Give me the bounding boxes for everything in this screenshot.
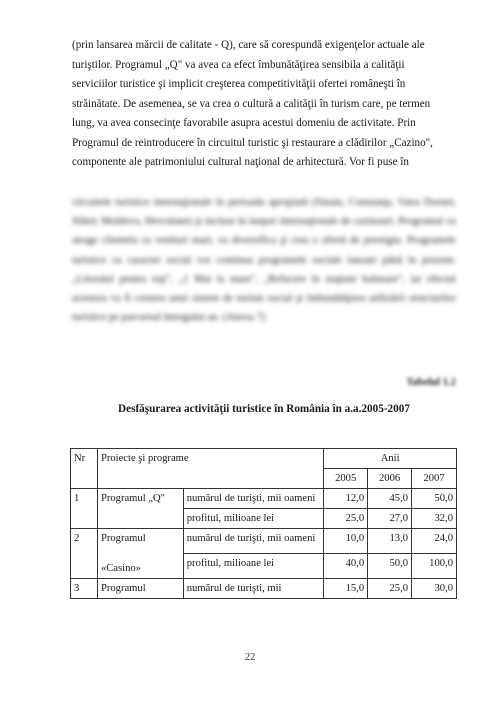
body-line: Programul de reintroducere în circuitul turistic şi restaurare a clădirilor „Cazino", [72, 136, 433, 149]
metric-value: 30,0 [412, 579, 457, 599]
header-year: 2005 [324, 469, 368, 489]
program-name: Programul [100, 583, 146, 594]
table-row [71, 489, 457, 509]
row-nr: 3 [71, 579, 98, 599]
metric-label: profitul, milioane lei [183, 554, 323, 579]
body-paragraph [72, 36, 456, 173]
metric-label: numărul de turişti, mii oameni [183, 489, 323, 509]
row-nr: 1 [71, 489, 98, 529]
metric-value: 50,0 [368, 554, 412, 579]
header-projects: Proiecte şi programe [97, 449, 323, 489]
table-row [71, 579, 457, 599]
header-year: 2007 [412, 469, 457, 489]
metric-value: 45,0 [368, 489, 412, 509]
table-row [71, 529, 457, 554]
header-year: 2006 [368, 469, 412, 489]
row-nr: 2 [71, 529, 98, 579]
header-nr: Nr [71, 449, 98, 489]
row-program [97, 529, 183, 579]
page-number: 22 [244, 652, 256, 663]
metric-label: numărul de turişti, mii oameni [183, 529, 323, 554]
metric-value: 25,0 [368, 579, 412, 599]
table-number: Tabelul 1.2 [406, 377, 456, 388]
body-line: (prin lansarea mărcii de calitate - Q), care să corespundă exigenţelor actuale ale [72, 39, 425, 51]
body-line: serviciilor turistice şi implicit creşterea competitivităţii ofertei româneşti în [72, 78, 406, 90]
blurred-paragraph: circuitele turistice internaţionale în perioada apropiată (Sinaia, Constanţa, Vatra Dornei, Slănic Moldova, Herculane) şi incluse în lanţuri internaţionale de cazinouri. Programul va atrage clientela cu venituri mari, va diversifica şi crea o ofertă de prestigiu. Programele turistice cu caracter social vor continua programele sociale lansate până în prezent: „Litoralul pentru toţi", „1 Mai la mare", „Refacere în staţiuni balneare", iar efectul acestora va fi crearea unui sistem de turism social şi îmbunătăţirea utilizării structurilor turistice pe parcursul întregului an. (Anexa 7) [72, 197, 456, 324]
body-line: componente ale patrimoniului cultural naţional de arhitectură. Vor fi puse în [72, 156, 409, 168]
metric-value: 15,0 [324, 579, 368, 599]
body-line: turiştilor. Programul „Q" va avea ca efect îmbunătăţirea sensibila a calităţii [72, 58, 405, 71]
program-name-line2: «Casino» [100, 563, 141, 574]
metric-value: 50,0 [412, 489, 457, 509]
metric-value: 13,0 [368, 529, 412, 554]
metric-value: 32,0 [412, 509, 457, 529]
row-program [97, 579, 183, 599]
metric-label: profitul, milioane lei [183, 509, 323, 529]
program-name: Programul „Q" [100, 493, 165, 504]
metric-value: 24,0 [412, 529, 457, 554]
tourism-table [70, 448, 457, 599]
body-line: străinătate. De asemenea, se va crea o cultură a calităţii în turism care, pe termen [72, 97, 431, 110]
metric-value: 40,0 [324, 554, 368, 579]
body-line: lung, va avea consecinţe favorabile asupra acestui domeniu de activitate. Prin [72, 117, 416, 129]
metric-value: 10,0 [324, 529, 368, 554]
table-header-row [71, 449, 457, 469]
table-title: Desfăşurarea activităţii turistice în România în a.a.2005-2007 [118, 403, 410, 415]
metric-value: 25,0 [324, 509, 368, 529]
header-years-label: Anii [324, 449, 457, 469]
row-program [97, 489, 183, 529]
metric-value: 100,0 [412, 554, 457, 579]
program-name: Programul [100, 533, 146, 544]
metric-value: 12,0 [324, 489, 368, 509]
metric-label: numărul de turişti, mii [183, 579, 323, 599]
metric-value: 27,0 [368, 509, 412, 529]
